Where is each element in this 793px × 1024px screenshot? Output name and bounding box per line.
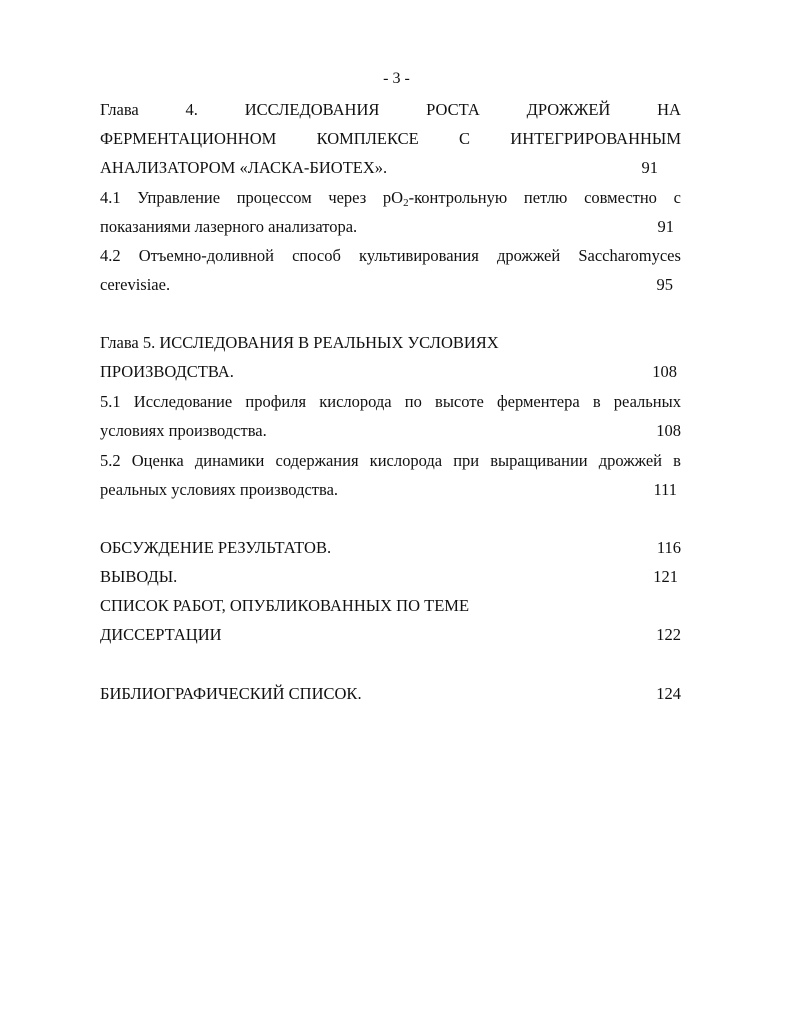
toc-chapter-4-line-3: [100, 158, 658, 178]
word: динамики: [194, 451, 265, 470]
toc-section-5-1-line-2: [100, 421, 681, 441]
toc-entry-title: реальных условиях производства.: [100, 480, 339, 499]
word: петлю: [523, 188, 568, 207]
word: в: [592, 392, 601, 411]
po2-subscript: 2: [403, 197, 409, 209]
toc-publications-line-1: [100, 596, 681, 616]
toc-page-number: 122: [656, 625, 681, 644]
word: при: [453, 451, 480, 470]
word: высоте: [435, 392, 484, 411]
word: НА: [657, 100, 681, 119]
word: содержания: [275, 451, 359, 470]
toc-discussion: [100, 538, 681, 558]
word: 4.: [185, 100, 198, 119]
word: -контрольную: [408, 188, 508, 207]
word: совместно: [584, 188, 657, 207]
po2-base: pO: [382, 188, 404, 207]
toc-page-number: 108: [652, 362, 677, 381]
toc-entry-title: cerevisiae.: [100, 275, 171, 294]
toc-entry-title: ВЫВОДЫ.: [100, 567, 178, 586]
word: через: [328, 188, 367, 207]
word: ИНТЕГРИРОВАННЫМ: [510, 129, 681, 148]
word: кислорода: [369, 451, 443, 470]
toc-entry-title: условиях производства.: [100, 421, 267, 440]
word: выращивании: [490, 451, 588, 470]
word: Saccharomyces: [578, 246, 681, 265]
toc-section-4-2-line-2: [100, 275, 673, 295]
word: дрожжей: [598, 451, 662, 470]
toc-bibliography: [100, 684, 681, 704]
word: ФЕРМЕНТАЦИОННОМ: [100, 129, 277, 148]
word: процессом: [236, 188, 312, 207]
word: кислорода: [319, 392, 392, 411]
word-po2: [383, 188, 507, 208]
word: С: [458, 129, 470, 148]
word: Управление: [137, 188, 221, 207]
toc-publications-line-2: [100, 625, 681, 645]
word: 5.2: [100, 451, 121, 470]
toc-page-number: 111: [653, 480, 677, 499]
toc-section-5-1-line-1: [100, 392, 681, 412]
word: Оценка: [131, 451, 184, 470]
toc-page-number: 116: [656, 538, 681, 557]
word: культивирования: [359, 246, 479, 265]
toc-chapter-4-line-2: [100, 129, 681, 149]
word: в: [673, 451, 681, 470]
word: ИССЛЕДОВАНИЯ: [244, 100, 380, 119]
toc-page-number: 95: [656, 275, 673, 294]
toc-entry-title: БИБЛИОГРАФИЧЕСКИЙ СПИСОК.: [100, 684, 362, 703]
toc-entry-title: АНАЛИЗАТОРОМ «ЛАСКА-БИОТЕХ».: [100, 158, 388, 177]
toc-section-5-2-line-1: [100, 451, 681, 471]
word: КОМПЛЕКСЕ: [316, 129, 419, 148]
toc-section-4-2-line-1: [100, 246, 681, 266]
word: 4.2: [100, 246, 121, 265]
toc-page-number: 108: [656, 421, 681, 440]
word: дрожжей: [496, 246, 561, 265]
word: ДРОЖЖЕЙ: [526, 100, 611, 119]
toc-section-4-1-line-1: [100, 188, 681, 208]
word: ферментера: [496, 392, 580, 411]
toc-chapter-5-line-1: [100, 333, 681, 353]
toc-entry-title: ПРОИЗВОДСТВА.: [100, 362, 234, 381]
word: Глава: [100, 100, 139, 119]
toc-section-4-1-line-2: [100, 217, 674, 237]
page-number: - 3 -: [383, 70, 410, 87]
word: с: [673, 188, 681, 207]
toc-conclusions: [100, 567, 678, 587]
toc-section-5-2-line-2: [100, 480, 677, 500]
toc-chapter-5-line-2: [100, 362, 677, 382]
toc-entry-title: Глава 5. ИССЛЕДОВАНИЯ В РЕАЛЬНЫХ УСЛОВИЯХ: [100, 333, 499, 352]
word: реальных: [613, 392, 681, 411]
word: РОСТА: [426, 100, 480, 119]
toc-page-number: 124: [656, 684, 681, 703]
toc-page-number: 91: [641, 158, 658, 177]
toc-entry-title: ОБСУЖДЕНИЕ РЕЗУЛЬТАТОВ.: [100, 538, 332, 557]
word: способ: [292, 246, 341, 265]
word: по: [404, 392, 422, 411]
toc-page-number: 91: [657, 217, 674, 236]
toc-entry-title: ДИССЕРТАЦИИ: [100, 625, 222, 644]
toc-entry-title: СПИСОК РАБОТ, ОПУБЛИКОВАННЫХ ПО ТЕМЕ: [100, 596, 470, 615]
word: Исследование: [133, 392, 233, 411]
toc-page-number: 121: [653, 567, 678, 586]
word: Отъемно-доливной: [138, 246, 274, 265]
word: 5.1: [100, 392, 121, 411]
toc-chapter-4-line-1: [100, 100, 681, 120]
word: 4.1: [100, 188, 121, 207]
toc-entry-title: показаниями лазерного анализатора.: [100, 217, 358, 236]
word: профиля: [245, 392, 307, 411]
